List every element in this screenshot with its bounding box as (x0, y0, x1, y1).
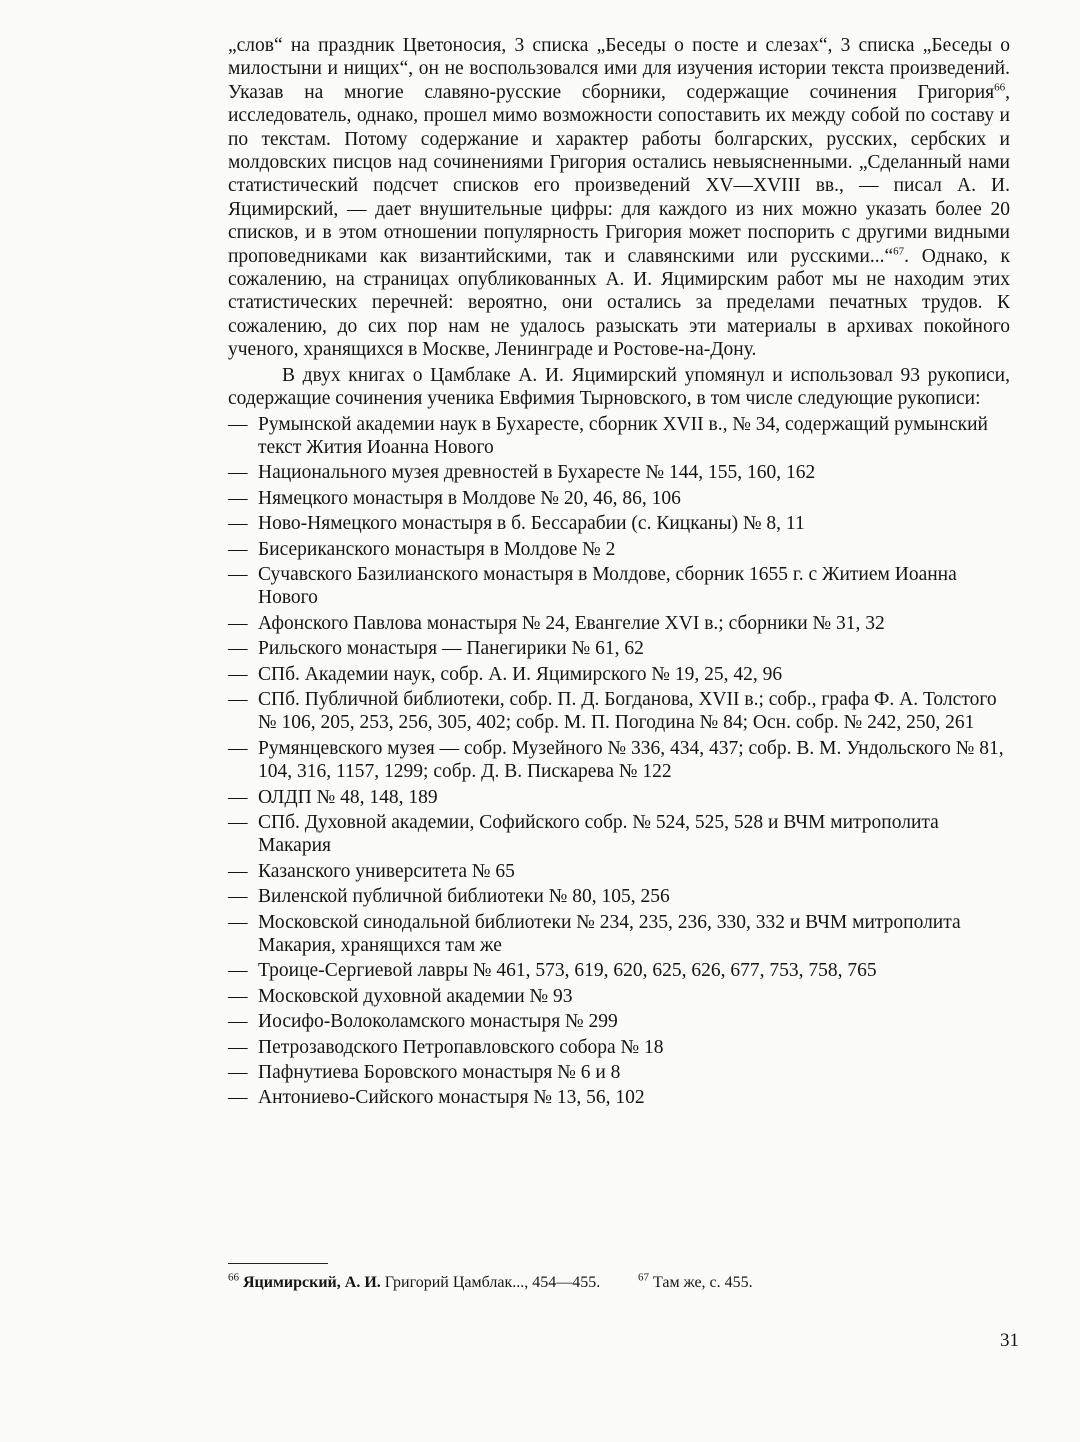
list-item (228, 688, 1010, 735)
list-item-text: Афонского Павлова монастыря № 24, Евангелие XVI в.; сборники № 31, 32 (258, 612, 885, 634)
list-dash: — (228, 513, 248, 535)
list-item (228, 1036, 1010, 1059)
list-dash: — (228, 786, 248, 808)
footnote-67 (638, 1272, 838, 1294)
page-number: 31 (1000, 1330, 1019, 1351)
list-dash: — (228, 812, 248, 833)
list-item (228, 1086, 1010, 1109)
footnote-66-number: 66 (228, 1271, 239, 1284)
list-item (228, 911, 1010, 958)
list-dash: — (228, 960, 248, 982)
list-dash: — (228, 1036, 248, 1058)
list-item-text: Троице-Сергиевой лавры № 461, 573, 619, 620, 625, 626, 677, 753, 758, 765 (258, 960, 877, 982)
list-dash: — (228, 487, 248, 509)
list-dash: — (228, 886, 248, 908)
list-item-text: Ново-Нямецкого монастыря в б. Бессарабии (с. Кицканы) № 8, 11 (258, 513, 805, 535)
list-item-text: Виленской публичной библиотеки № 80, 105, 256 (258, 886, 670, 908)
list-item-text: Румынской академии наук в Бухаресте, сборник XVII в., № 34, содержащий румынский текст Жития Иоанна Нового (258, 413, 988, 458)
list-item-text: ОЛДП № 48, 148, 189 (258, 786, 438, 808)
list-dash: — (228, 1011, 248, 1033)
list-item (228, 737, 1010, 784)
list-item-text: Казанского университета № 65 (258, 860, 515, 882)
footnote-66-author: Яцимирский, А. И. (243, 1274, 381, 1291)
list-dash: — (228, 462, 248, 484)
list-dash: — (228, 612, 248, 634)
list-item-text: Петрозаводского Петропавловского собора № 18 (258, 1036, 664, 1058)
list-item-text: Московской синодальной библиотеки № 234, 235, 236, 330, 332 и ВЧМ митрополита Макария, хранящихся там же (258, 911, 961, 957)
list-dash: — (228, 985, 248, 1007)
footnote-separator (228, 1263, 328, 1264)
list-item-text: Антониево-Сийского монастыря № 13, 56, 102 (258, 1087, 645, 1109)
list-item (228, 512, 1010, 535)
list-item (228, 1010, 1010, 1033)
list-item (228, 487, 1010, 510)
list-dash: — (228, 1062, 248, 1084)
list-item-text: Московской духовной академии № 93 (258, 985, 573, 1007)
paragraph-2: В двух книгах о Цамблаке А. И. Яцимирский упомянул и использовал 93 рукописи, содержащие сочинения ученика Евфимия Тырновского, в том числе следующие рукописи: (228, 364, 1010, 410)
main-text (228, 34, 1010, 1110)
list-dash: — (228, 1087, 248, 1109)
list-item-text: СПб. Публичной библиотеки, собр. П. Д. Богданова, XVII в.; собр., графа Ф. А. Толстого № 106, 205, 253, 256, 305, 402; собр. М. П. Погодина № 84; Осн. собр. № 242, 250, 261 (258, 688, 997, 734)
list-item (228, 786, 1010, 809)
list-item (228, 1061, 1010, 1084)
footnote-ref-67: 67 (893, 245, 905, 258)
list-item-text: СПб. Академии наук, собр. А. И. Яцимирского № 19, 25, 42, 96 (258, 663, 783, 685)
list-dash: — (228, 538, 248, 560)
list-item (228, 885, 1010, 908)
list-dash: — (228, 688, 248, 710)
paragraph-1-text: „слов“ на праздник Цветоносия, 3 списка „Беседы о посте и слезах“, 3 списка „Беседы о милостыни и нищих“, он не воспользовался ими для изучения истории текста произведений. Указав на многие славяно-русские сборники, содержащие сочинения Григория (228, 35, 1010, 103)
list-dash: — (228, 638, 248, 660)
footnote-66-text: Григорий Цамблак..., 454—455. (380, 1274, 601, 1291)
list-item (228, 663, 1010, 686)
list-dash: — (228, 911, 248, 933)
list-item (228, 461, 1010, 484)
list-item-text: Сучавского Базилианского монастыря в Молдове, сборник 1655 г. с Житием Иоанна Нового (258, 563, 957, 609)
list-item-text: Пафнутиева Боровского монастыря № 6 и 8 (258, 1062, 621, 1084)
list-item-text: Иосифо-Волоколамского монастыря № 299 (258, 1011, 618, 1033)
list-dash: — (228, 737, 248, 759)
list-item-text: Румянцевского музея — собр. Музейного № 336, 434, 437; собр. В. М. Ундольского № 81, 104, 316, 1157, 1299; собр. Д. В. Пискарева № 122 (258, 737, 1004, 783)
footnote-66 (228, 1272, 628, 1294)
paragraph-1-text-end: . Однако, к сожалению, на страницах опубликованных А. И. Яцимирским работ мы не находим этих статистических перечней: вероятно, они остались за пределами печатных трудов. К сожалению, до сих пор нам не удалось разыскать эти материалы в архивах покойного ученого, хранящихся в Москве, Ленинграде и Ростове-на-Дону. (228, 245, 1011, 361)
list-item (228, 959, 1010, 982)
list-item-text: Бисериканского монастыря в Молдове № 2 (258, 538, 616, 560)
paragraph-1-text-cont: , исследователь, однако, прошел мимо возможности сопоставить их между собой по составу и по текстам. Потому содержание и характер работы болгарских, русских, сербских и молдовских писцов над сочинениями Григория остались невыясненными. „Сделанный нами статистический подсчет списков его произведений XV—XVIII вв., — писал А. И. Яцимирский, — дает внушительные цифры: для каждого из них можно указать более 20 списков, и в этом отношении популярность Григория может поспорить с другими видными проповедниками как византийскими, так и славянскими или русскими...“ (228, 81, 1010, 267)
list-item-text: СПб. Духовной академии, Софийского собр. № 524, 525, 528 и ВЧМ митрополита Макария (258, 812, 939, 857)
footnote-67-number: 67 (638, 1271, 649, 1284)
list-dash: — (228, 663, 248, 685)
list-item (228, 860, 1010, 883)
list-item (228, 637, 1010, 660)
list-item (228, 985, 1010, 1008)
list-item-text: Рильского монастыря — Панегирики № 61, 62 (258, 638, 644, 660)
footnote-67-text: Там же, с. 455. (649, 1274, 753, 1291)
list-item (228, 612, 1010, 635)
list-item (228, 538, 1010, 561)
list-dash: — (228, 413, 248, 435)
list-item (228, 563, 1010, 610)
footnote-ref-66: 66 (994, 81, 1006, 94)
list-dash: — (228, 860, 248, 882)
list-item-text: Национального музея древностей в Бухаресте № 144, 155, 160, 162 (258, 462, 816, 484)
list-dash: — (228, 563, 248, 585)
manuscript-list (228, 413, 1010, 1110)
list-item (228, 413, 1010, 460)
paragraph-1 (228, 34, 1010, 362)
list-item-text: Нямецкого монастыря в Молдове № 20, 46, 86, 106 (258, 487, 681, 509)
list-item (228, 811, 1010, 858)
